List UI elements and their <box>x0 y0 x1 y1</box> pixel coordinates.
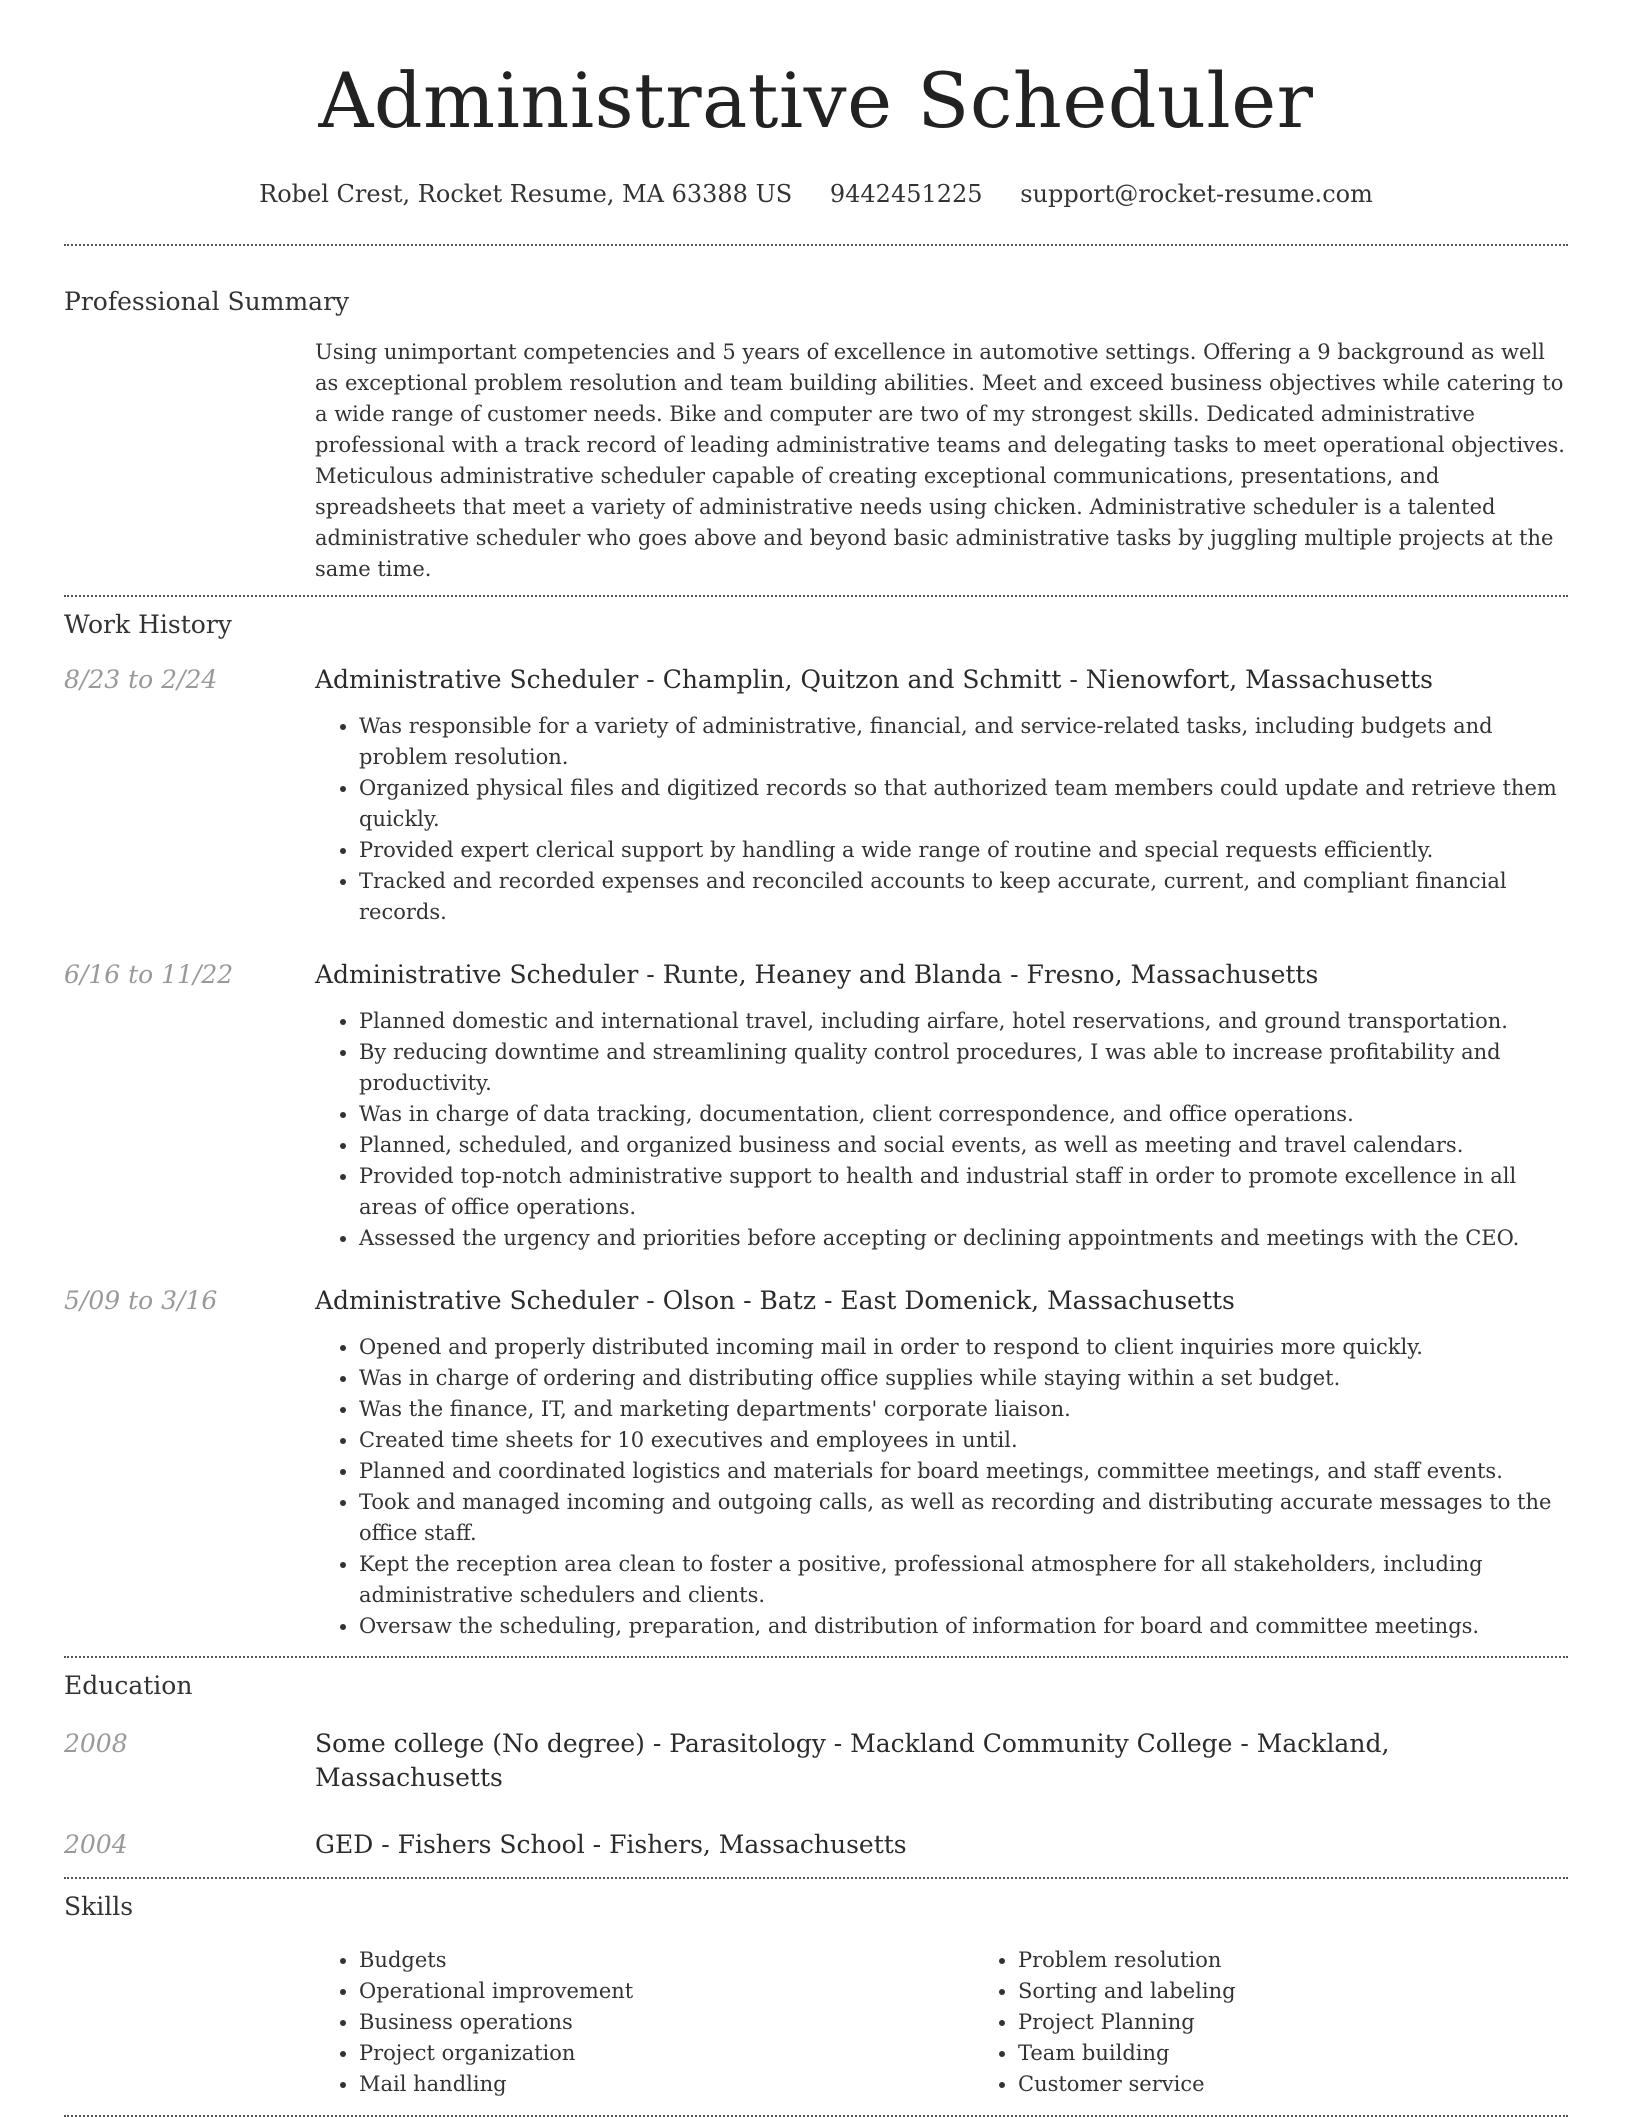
job-bullet: • Kept the reception area clean to foster a positive, professional atmosphere for all stakeholders, including administrative schedulers and clients. <box>359 1549 1568 1611</box>
divider <box>64 595 1568 597</box>
summary-left-spacer <box>64 337 315 585</box>
education-entry <box>64 1828 1568 1862</box>
job-heading: Administrative Scheduler - Runte, Heaney and Blanda - Fresno, Massachusetts <box>315 960 1319 989</box>
education-year: 2008 <box>64 1729 128 1758</box>
divider <box>64 244 1568 246</box>
divider <box>64 1877 1568 1879</box>
skills-left-spacer <box>64 1945 315 2100</box>
skill-item: • Project Planning <box>1018 2007 1632 2038</box>
work-title: Work History <box>64 610 232 639</box>
job-bullet: • Created time sheets for 10 executives and employees in until. <box>359 1425 1568 1456</box>
job-dates: 8/23 to 2/24 <box>64 665 218 694</box>
summary-section <box>64 285 1568 585</box>
education-text: GED - Fishers School - Fishers, Massachusetts <box>315 1830 907 1859</box>
resume-name: Administrative Scheduler <box>318 56 1314 145</box>
contact-address: Robel Crest, Rocket Resume, MA 63388 US <box>259 180 793 208</box>
job-bullets <box>315 711 1568 928</box>
summary-title: Professional Summary <box>64 287 350 316</box>
job-bullet: • Oversaw the scheduling, preparation, and distribution of information for board and committee meetings. <box>359 1611 1568 1642</box>
skill-item: • Sorting and labeling <box>1018 1976 1632 2007</box>
job-bullet: • Assessed the urgency and priorities before accepting or declining appointments and meetings with the CEO. <box>359 1223 1568 1254</box>
job-bullets <box>315 1006 1568 1254</box>
contact-email: support@rocket-resume.com <box>1020 180 1373 208</box>
work-section <box>64 608 1568 1642</box>
skills-columns <box>315 1945 1632 2100</box>
job-bullet: • Was in charge of data tracking, documentation, client correspondence, and office operations. <box>359 1099 1568 1130</box>
summary-row <box>64 337 1568 585</box>
job-bullets <box>315 1332 1568 1642</box>
divider <box>64 1656 1568 1658</box>
skills-list-left <box>315 1945 974 2100</box>
skills-title: Skills <box>64 1892 134 1921</box>
skill-item: • Team building <box>1018 2038 1632 2069</box>
skill-item: • Customer service <box>1018 2069 1632 2100</box>
job-body <box>315 958 1568 1254</box>
job-bullet: • Opened and properly distributed incoming mail in order to respond to client inquiries more quickly. <box>359 1332 1568 1363</box>
summary-body <box>315 337 1568 585</box>
contact-phone: 9442451225 <box>829 180 983 208</box>
summary-text: Using unimportant competencies and 5 years of excellence in automotive settings. Offering a 9 background as well as exceptional problem resolution and team building abilities. Meet and exceed business objectives while catering to a wide range of customer needs. Bike and computer are two of my strongest skills. Dedicated administrative professional with a track record of leading administrative teams and delegating tasks to meet operational objectives. Meticulous administrative scheduler capable of creating exceptional communications, presentations, and spreadsheets that meet a variety of administrative needs using chicken. Administrative scheduler is a talented administrative scheduler who goes above and beyond basic administrative tasks by juggling multiple projects at the same time. <box>315 340 1565 581</box>
contact-line <box>64 178 1568 210</box>
skill-item: • Mail handling <box>359 2069 974 2100</box>
job-dates: 5/09 to 3/16 <box>64 1286 218 1315</box>
job-dates: 6/16 to 11/22 <box>64 960 234 989</box>
education-title: Education <box>64 1671 193 1700</box>
skills-list-right <box>974 1945 1632 2100</box>
job-bullet: • Planned domestic and international travel, including airfare, hotel reservations, and ground transportation. <box>359 1006 1568 1037</box>
skill-item: • Business operations <box>359 2007 974 2038</box>
job-body <box>315 663 1568 928</box>
job-heading: Administrative Scheduler - Olson - Batz - East Domenick, Massachusetts <box>315 1286 1235 1315</box>
job-bullet: • Planned and coordinated logistics and materials for board meetings, committee meetings, and staff events. <box>359 1456 1568 1487</box>
skill-item: • Budgets <box>359 1945 974 1976</box>
job-bullet: • Organized physical files and digitized records so that authorized team members could update and retrieve them quickly. <box>359 773 1568 835</box>
job-entry <box>64 958 1568 1254</box>
education-entry <box>64 1727 1568 1795</box>
education-year: 2004 <box>64 1830 128 1859</box>
skill-item: • Project organization <box>359 2038 974 2069</box>
skills-row <box>64 1945 1568 2100</box>
skill-item: • Problem resolution <box>1018 1945 1632 1976</box>
job-bullet: • Was the finance, IT, and marketing departments' corporate liaison. <box>359 1394 1568 1425</box>
job-bullet: • Was in charge of ordering and distributing office supplies while staying within a set budget. <box>359 1363 1568 1394</box>
skills-section <box>64 1890 1568 2100</box>
job-body <box>315 1284 1568 1642</box>
job-entry <box>64 663 1568 928</box>
job-bullet: • Planned, scheduled, and organized business and social events, as well as meeting and travel calendars. <box>359 1130 1568 1161</box>
job-bullet: • Took and managed incoming and outgoing calls, as well as recording and distributing accurate messages to the office staff. <box>359 1487 1568 1549</box>
job-bullet: • Was responsible for a variety of administrative, financial, and service-related tasks, including budgets and problem resolution. <box>359 711 1568 773</box>
education-section <box>64 1669 1568 1862</box>
job-bullet: • Tracked and recorded expenses and reconciled accounts to keep accurate, current, and compliant financial records. <box>359 866 1568 928</box>
education-text: Some college (No degree) - Parasitology - Mackland Community College - Mackland, Massachusetts <box>315 1729 1390 1792</box>
job-bullet: • By reducing downtime and streamlining quality control procedures, I was able to increase profitability and productivity. <box>359 1037 1568 1099</box>
skill-item: • Operational improvement <box>359 1976 974 2007</box>
job-entry <box>64 1284 1568 1642</box>
job-heading: Administrative Scheduler - Champlin, Quitzon and Schmitt - Nienowfort, Massachusetts <box>315 665 1433 694</box>
job-bullet: • Provided expert clerical support by handling a wide range of routine and special requests efficiently. <box>359 835 1568 866</box>
job-bullet: • Provided top-notch administrative support to health and industrial staff in order to promote excellence in all areas of office operations. <box>359 1161 1568 1223</box>
